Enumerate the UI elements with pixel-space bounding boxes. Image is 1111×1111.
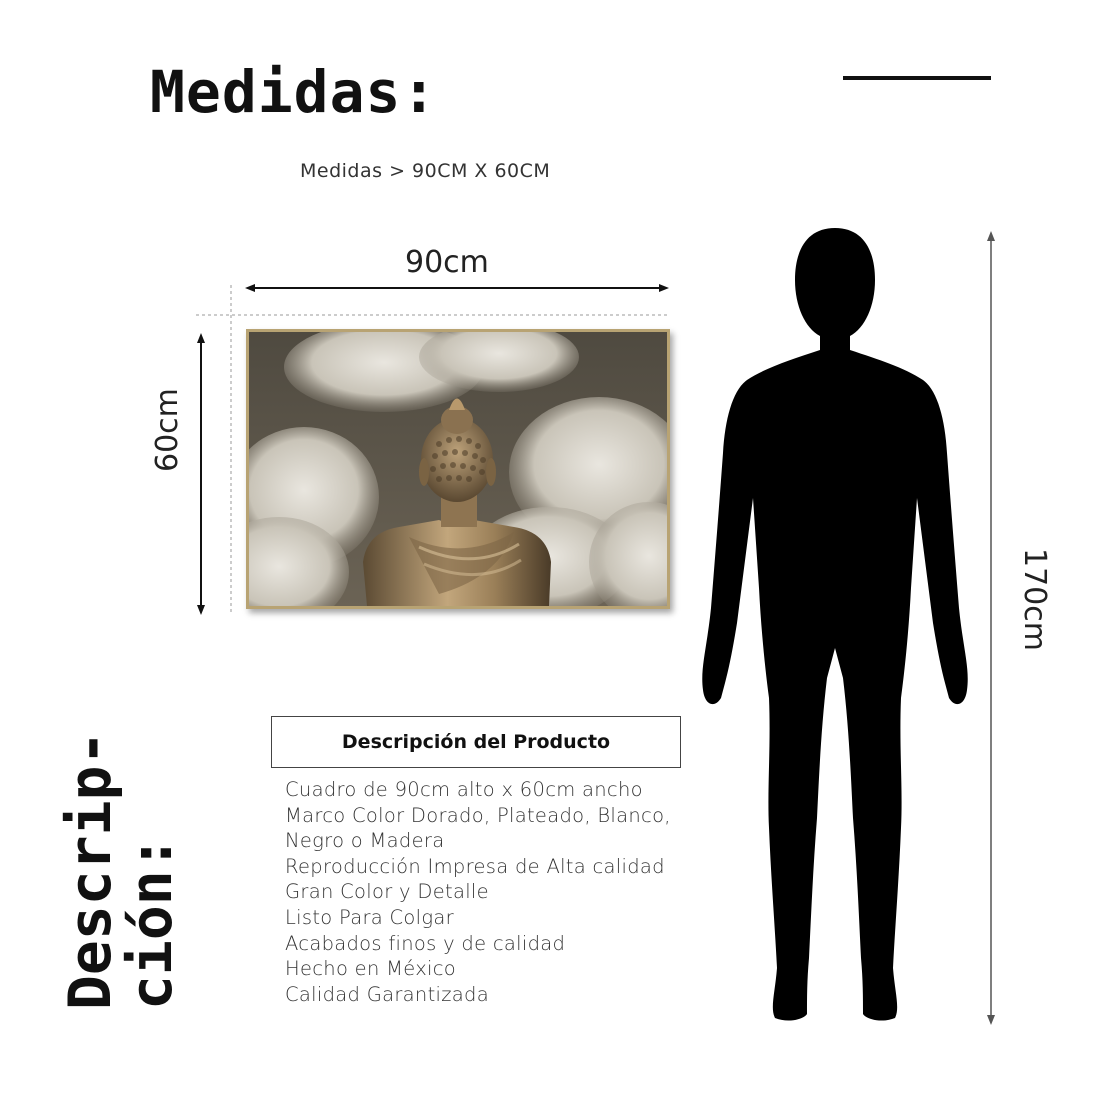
list-item: Marco Color Dorado, Plateado, Blanco, [285, 803, 671, 827]
list-item: Negro o Madera [285, 829, 445, 853]
description-box-title: Descripción del Producto [341, 731, 611, 753]
artwork-frame [246, 329, 670, 609]
list-item: Listo Para Colgar [285, 905, 454, 929]
person-height-label: 170cm [1017, 548, 1052, 651]
size-subtitle: Medidas > 90CM X 60CM [300, 160, 551, 182]
list-item: Gran Color y Detalle [285, 880, 489, 904]
person-silhouette-icon [695, 228, 975, 1028]
list-item: Cuadro de 90cm alto x 60cm ancho [285, 778, 643, 801]
description-heading-line2: ción: [116, 835, 185, 1010]
list-item: Reproducción Impresa de Alta calidad [285, 854, 665, 878]
list-item: Calidad Garantizada [285, 982, 489, 1006]
height-label: 60cm [150, 388, 185, 472]
description-box [271, 716, 681, 768]
description-list [285, 777, 671, 1007]
description-heading-line1: Descrip- [56, 730, 124, 1010]
list-item: Hecho en México [285, 957, 457, 981]
description-heading [56, 590, 185, 1010]
width-label: 90cm [405, 245, 489, 280]
buddha-artwork [249, 332, 667, 606]
list-item: Acabados finos y de calidad [285, 931, 566, 955]
page-title: Medidas: [150, 58, 438, 126]
